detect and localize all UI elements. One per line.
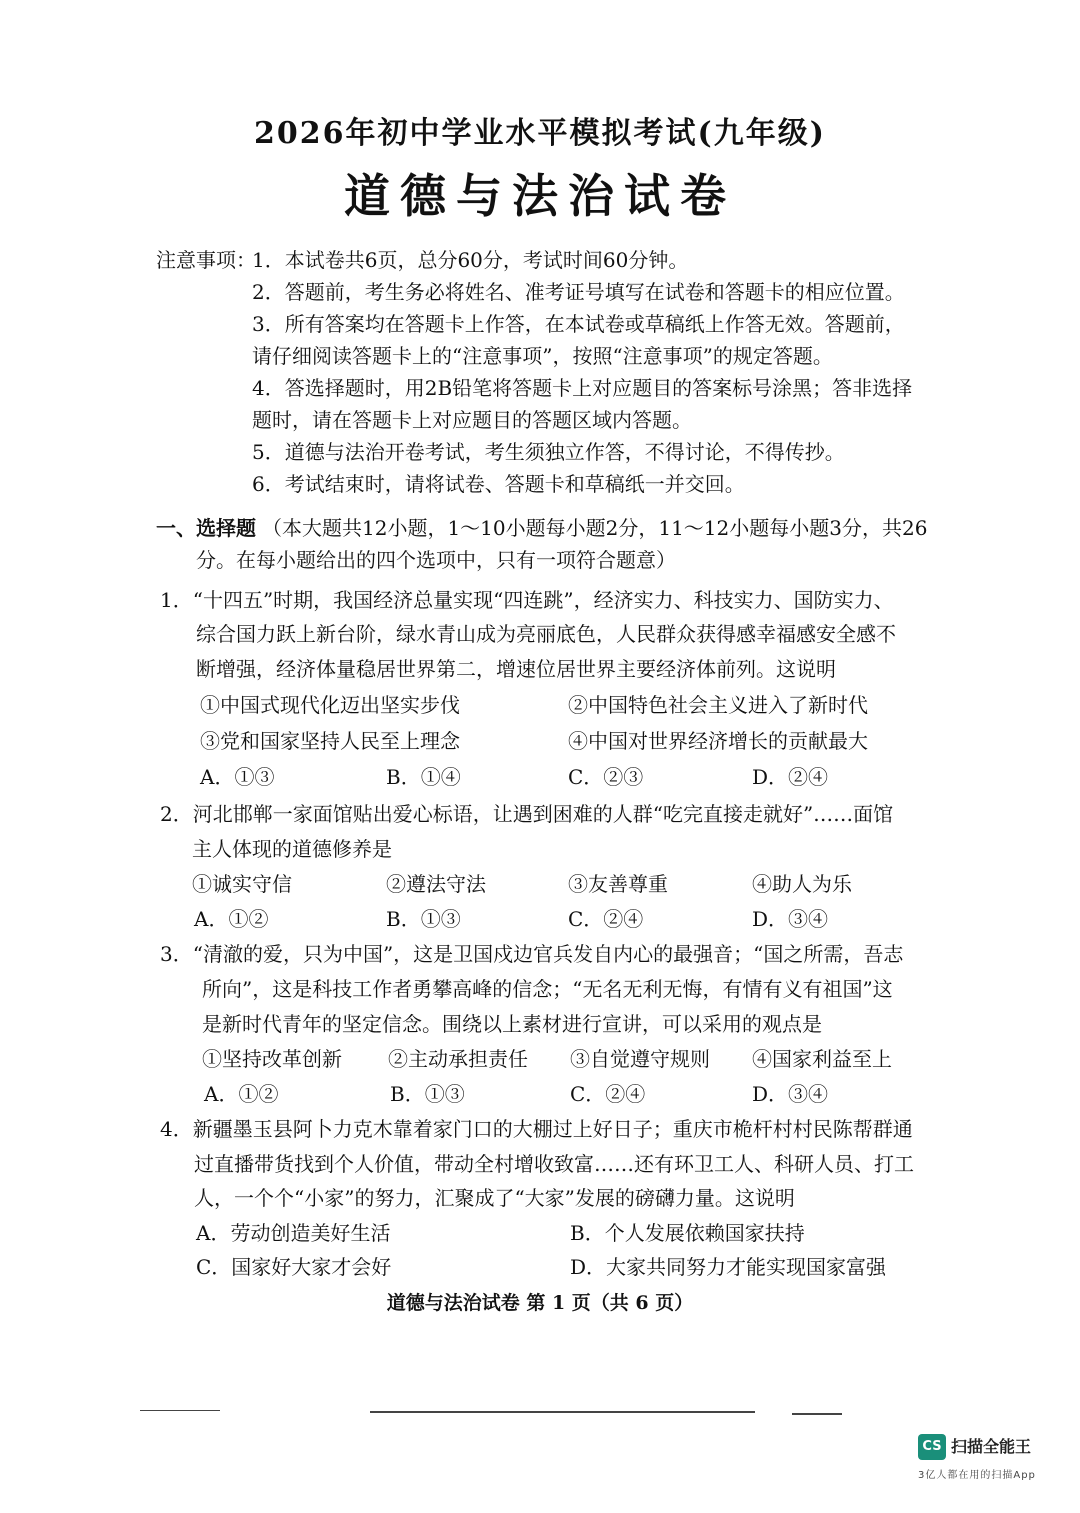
question-2-text: 主人体现的道德修养是 — [192, 837, 392, 861]
question-4-text: 过直播带货找到个人价值，带动全村增收致富……还有环卫工人、科研人员、打工 — [194, 1152, 914, 1176]
q3-statement-1: ①坚持改革创新 — [202, 1047, 342, 1071]
note-line: 3．所有答案均在答题卡上作答，在本试卷或草稿纸上作答无效。答题前， — [252, 312, 905, 336]
question-4-text: 人，一个个“小家”的努力，汇聚成了“大家”发展的磅礴力量。这说明 — [194, 1186, 795, 1210]
q2-option-b: B．①③ — [386, 907, 461, 931]
exam-title: 2026年初中学业水平模拟考试(九年级) — [254, 116, 826, 151]
scan-artifact-line — [140, 1410, 220, 1411]
exam-subject-title: 道德与法治试卷 — [344, 169, 736, 223]
q2-option-d: D．③④ — [752, 907, 829, 931]
scanner-watermark — [918, 1434, 1058, 1494]
question-1-text: 1．“十四五”时期，我国经济总量实现“四连跳”，经济实力、科技实力、国防实力、 — [160, 588, 894, 612]
q3-statement-4: ④国家利益至上 — [752, 1047, 892, 1071]
question-3-text: 所向”，这是科技工作者勇攀高峰的信念；“无名无利无悔，有情有义有祖国”这 — [202, 977, 893, 1001]
section-description: （本大题共12小题，1～10小题每小题2分，11～12小题每小题3分，共26 — [262, 516, 928, 540]
watermark-app-name: 扫描全能王 — [951, 1437, 1032, 1456]
section-heading: 一、选择题 — [156, 516, 256, 540]
q4-option-a: A．劳动创造美好生活 — [196, 1221, 391, 1245]
q1-statement-2: ②中国特色社会主义进入了新时代 — [568, 693, 868, 717]
question-4-text: 4．新疆墨玉县阿卜力克木靠着家门口的大棚过上好日子；重庆市桅杆村村民陈帮群通 — [160, 1117, 913, 1141]
q3-option-d: D．③④ — [752, 1082, 829, 1106]
watermark-tagline: 3亿人都在用的扫描App — [918, 1470, 1036, 1481]
note-line: 4．答选择题时，用2B铅笔将答题卡上对应题目的答案标号涂黑；答非选择 — [252, 376, 913, 400]
q1-option-c: C．②③ — [568, 765, 644, 789]
question-1-text: 综合国力跃上新台阶，绿水青山成为亮丽底色，人民群众获得感幸福感安全感不 — [196, 622, 896, 646]
q3-option-c: C．②④ — [570, 1082, 646, 1106]
question-1-text: 断增强，经济体量稳居世界第二，增速位居世界主要经济体前列。这说明 — [196, 657, 836, 681]
note-line: 1．本试卷共6页，总分60分，考试时间60分钟。 — [252, 248, 689, 272]
question-3-text: 是新时代青年的坚定信念。围绕以上素材进行宣讲，可以采用的观点是 — [202, 1012, 822, 1036]
q4-option-c: C．国家好大家才会好 — [196, 1255, 392, 1279]
q1-statement-1: ①中国式现代化迈出坚实步伐 — [200, 693, 460, 717]
q4-option-b: B．个人发展依赖国家扶持 — [570, 1221, 805, 1245]
q1-statement-4: ④中国对世界经济增长的贡献最大 — [568, 729, 868, 753]
question-2-text: 2．河北邯郸一家面馆贴出爱心标语，让遇到困难的人群“吃完直接走就好”……面馆 — [160, 802, 894, 826]
q3-statement-2: ②主动承担责任 — [388, 1047, 528, 1071]
scan-artifact-line — [792, 1413, 842, 1415]
q3-option-b: B．①③ — [390, 1082, 465, 1106]
page-footer: 道德与法治试卷 第 1 页（共 6 页） — [386, 1292, 694, 1314]
q1-option-a: A．①③ — [200, 765, 275, 789]
q2-statement-1: ①诚实守信 — [192, 872, 292, 896]
q4-option-d: D．大家共同努力才能实现国家富强 — [570, 1255, 887, 1279]
note-line: 请仔细阅读答题卡上的“注意事项”，按照“注意事项”的规定答题。 — [252, 344, 833, 368]
q1-option-b: B．①④ — [386, 765, 461, 789]
q1-statement-3: ③党和国家坚持人民至上理念 — [200, 729, 460, 753]
note-line: 6．考试结束时，请将试卷、答题卡和草稿纸一并交回。 — [252, 472, 745, 496]
camscanner-logo-icon: CS — [918, 1434, 946, 1460]
q3-option-a: A．①② — [204, 1082, 279, 1106]
q2-option-a: A．①② — [194, 907, 269, 931]
scan-artifact-line — [370, 1411, 755, 1413]
q2-option-c: C．②④ — [568, 907, 644, 931]
q3-statement-3: ③自觉遵守规则 — [570, 1047, 710, 1071]
q2-statement-2: ②遵法守法 — [386, 872, 486, 896]
note-line: 2．答题前，考生务必将姓名、准考证号填写在试卷和答题卡的相应位置。 — [252, 280, 905, 304]
notes-label: 注意事项： — [156, 248, 256, 272]
q2-statement-4: ④助人为乐 — [752, 872, 852, 896]
question-3-text: 3．“清澈的爱，只为中国”，这是卫国戍边官兵发自内心的最强音；“国之所需，吾志 — [160, 942, 904, 966]
q2-statement-3: ③友善尊重 — [568, 872, 668, 896]
section-description: 分。在每小题给出的四个选项中，只有一项符合题意） — [196, 548, 676, 572]
note-line: 5．道德与法治开卷考试，考生须独立作答，不得讨论，不得传抄。 — [252, 440, 845, 464]
q1-option-d: D．②④ — [752, 765, 829, 789]
note-line: 题时，请在答题卡上对应题目的答题区域内答题。 — [252, 408, 692, 432]
